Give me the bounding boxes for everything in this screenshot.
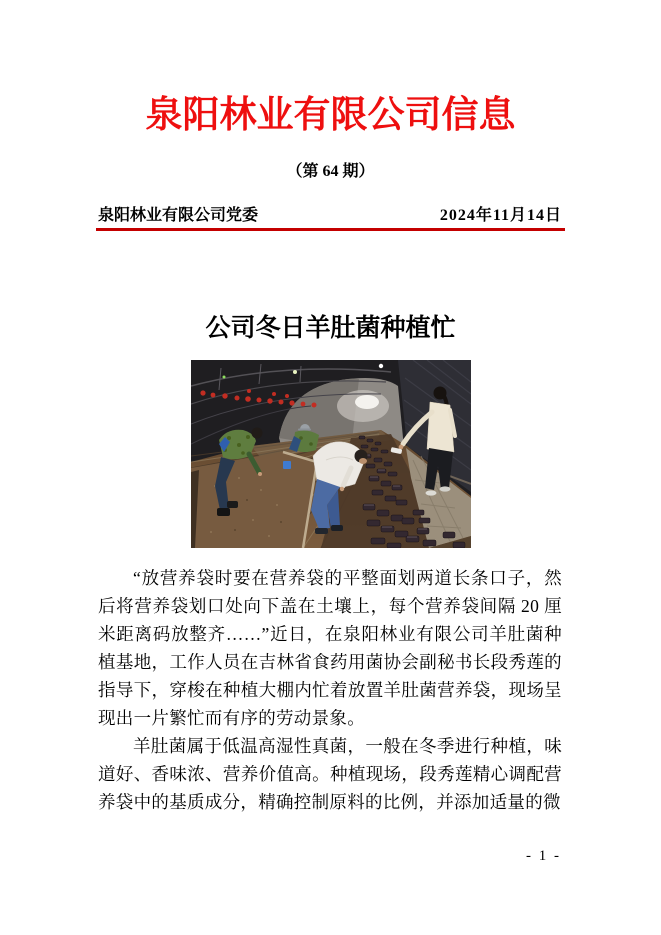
issue-date: 2024年11月14日 [439,207,562,224]
issue-label: （第 64 期） [286,163,375,180]
body-paragraph: 羊肚菌属于低温高湿性真菌，一般在冬季进行种植，味道好、香味浓、营养价值高。种植现场，段秀莲精心调配营养袋中的基质成分，精确控制原料的比例，并添加适量的微 [98,736,562,812]
page-number: - 1 - [526,848,561,864]
body-paragraph: “放营养袋时要在营养袋的平整面划两道长条口子，然后将营养袋划口处向下盖在土壤上，每个营养袋间隔 20 厘米距离码放整齐……”近日，在泉阳林业有限公司羊肚菌种植基地，工作人员在吉林省食药用菌协会副秘书长段秀莲的指导下，穿梭在种植大棚内忙着放置羊肚菌营养袋，现场呈现出一片繁忙而有序的劳动景象。 [98,568,562,728]
masthead-title: 泉阳林业有限公司信息 [145,95,516,136]
greenhouse-photo [191,360,471,548]
article-title: 公司冬日羊肚菌种植忙 [205,315,456,342]
publisher-row [98,206,562,225]
greenhouse-photo-illustration [191,360,471,548]
masthead-rule [96,228,565,231]
publisher-name: 泉阳林业有限公司党委 [98,207,259,224]
article-body [98,564,562,816]
